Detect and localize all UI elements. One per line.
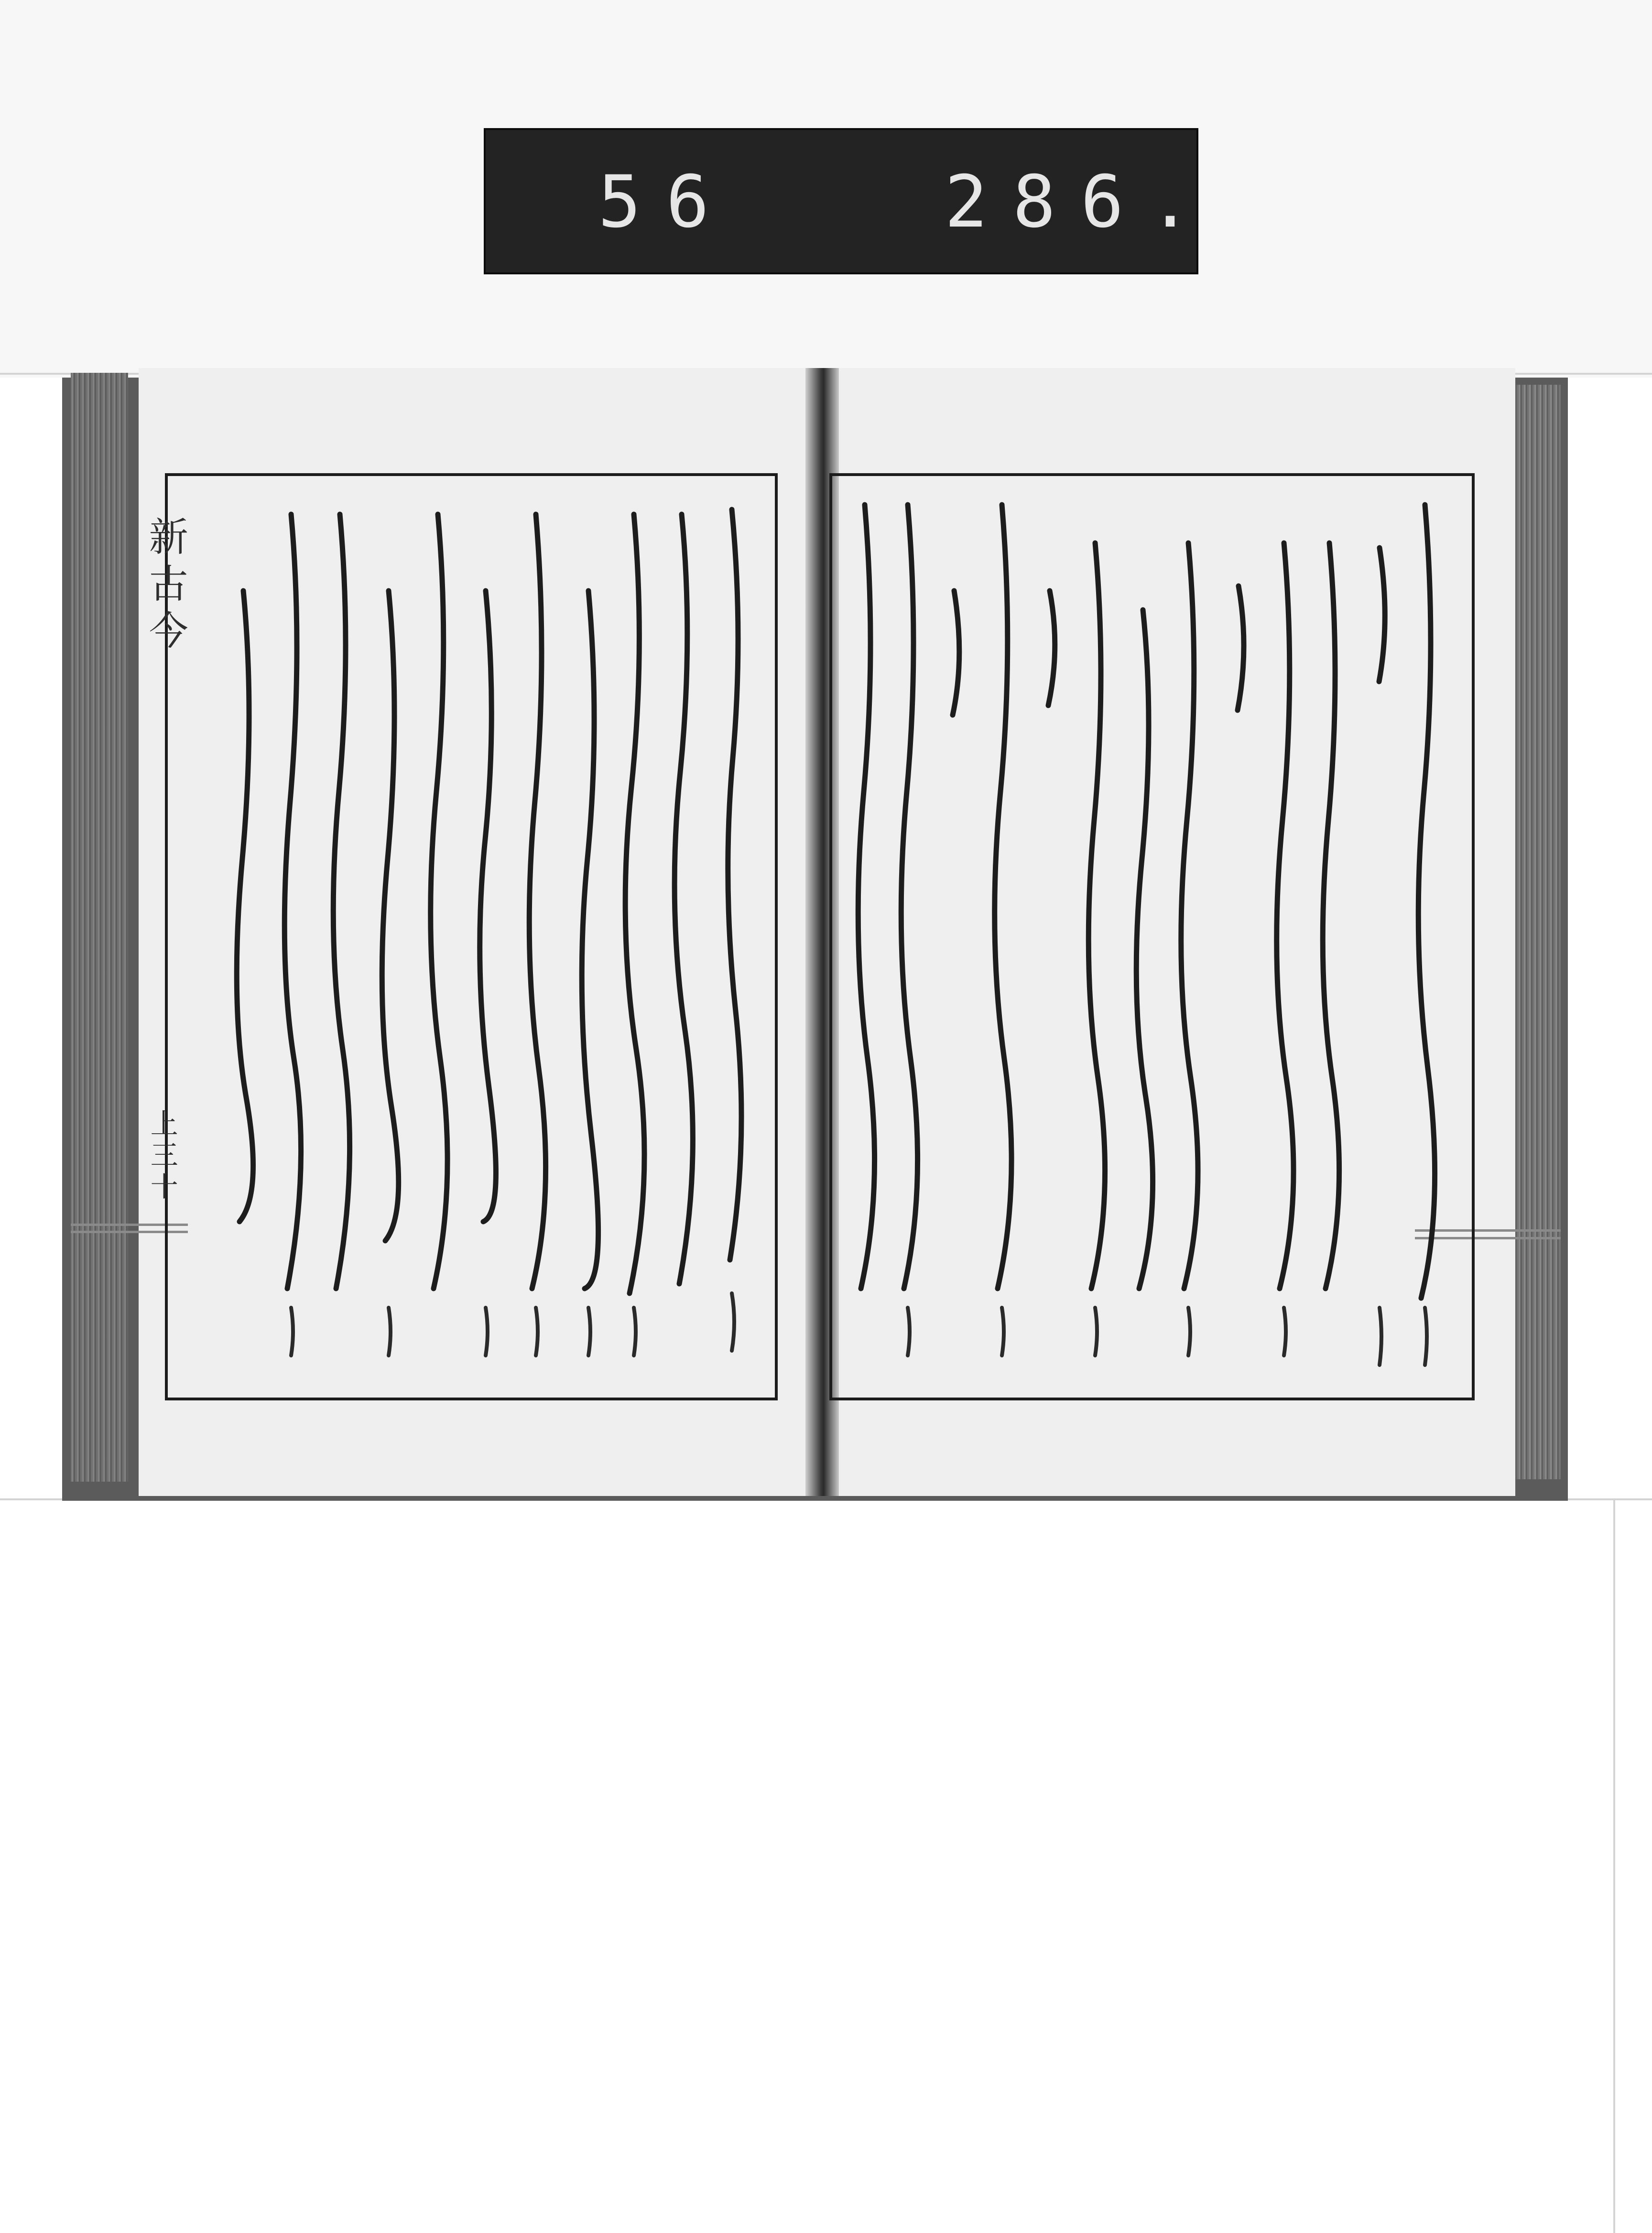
left-page-number: 上三十 (145, 1109, 178, 1203)
frame-line-vertical (1613, 1498, 1615, 2233)
open-book (62, 363, 1568, 1501)
page-edges-left (71, 373, 128, 1482)
left-calligraphy-body (168, 476, 775, 1398)
left-text-frame (165, 473, 778, 1400)
archive-frame-number: 286. (945, 161, 1217, 244)
archive-reel-number: 56 (598, 161, 734, 244)
archive-label-plate (484, 128, 1217, 274)
right-calligraphy-body (832, 476, 1472, 1398)
left-page-margin-title: 新古今 (142, 516, 188, 657)
right-text-frame (829, 473, 1475, 1400)
